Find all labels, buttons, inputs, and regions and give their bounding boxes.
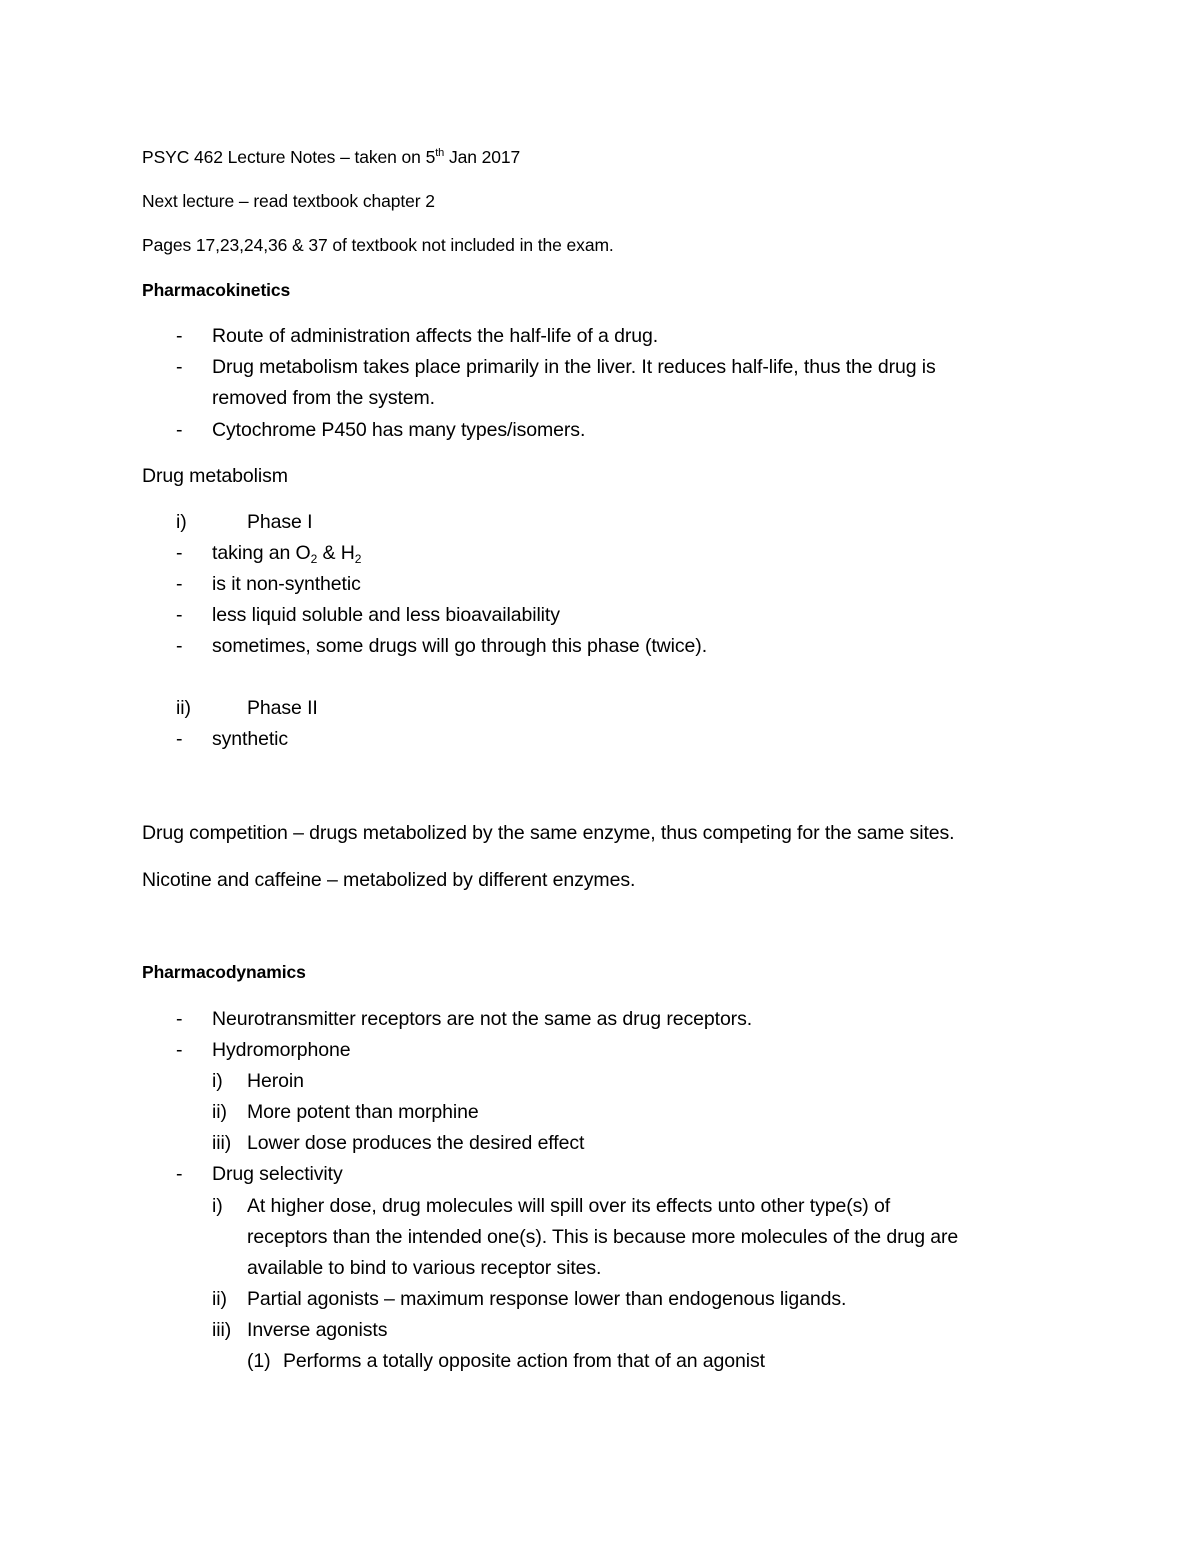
hydro-ii-number: ii) bbox=[212, 1101, 227, 1123]
sel-iii-number: iii) bbox=[212, 1319, 232, 1341]
h2-subscript: 2 bbox=[354, 552, 362, 566]
pk-item-cytochrome: Cytochrome P450 has many types/isomers. bbox=[212, 419, 586, 441]
phase1-number: i) bbox=[176, 511, 187, 533]
bullet-dash: - bbox=[176, 419, 183, 441]
bullet-dash: - bbox=[176, 1039, 183, 1061]
sel-iii-sub-number: (1) bbox=[247, 1350, 271, 1372]
phase2-number: ii) bbox=[176, 697, 191, 719]
title-superscript: th bbox=[435, 147, 445, 159]
phase2-label: Phase II bbox=[247, 697, 318, 719]
o2-h2-prefix: taking an O bbox=[212, 542, 311, 564]
bullet-dash: - bbox=[176, 1163, 183, 1185]
title-prefix: PSYC 462 Lecture Notes – taken on 5 bbox=[142, 147, 436, 167]
hydro-iii-number: iii) bbox=[212, 1132, 232, 1154]
pd-item-hydromorphone: Hydromorphone bbox=[212, 1039, 351, 1061]
sel-ii-number: ii) bbox=[212, 1288, 227, 1310]
pk-item-route: Route of administration affects the half-life of a drug. bbox=[212, 325, 659, 347]
bullet-dash: - bbox=[176, 325, 183, 347]
hydro-i-heroin: Heroin bbox=[247, 1070, 304, 1092]
hydro-i-number: i) bbox=[212, 1070, 223, 1092]
o2-subscript: 2 bbox=[310, 552, 318, 566]
nicotine-caffeine-line: Nicotine and caffeine – metabolized by different enzymes. bbox=[142, 869, 636, 891]
phase2-item-synthetic: synthetic bbox=[212, 728, 289, 750]
o2-h2-mid: & H bbox=[317, 542, 355, 564]
sel-ii-partial-agonists: Partial agonists – maximum response lower than endogenous ligands. bbox=[247, 1288, 847, 1310]
next-lecture-note: Next lecture – read textbook chapter 2 bbox=[142, 191, 435, 211]
phase1-item-non-synthetic: is it non-synthetic bbox=[212, 573, 361, 595]
bullet-dash: - bbox=[176, 356, 183, 378]
bullet-dash: - bbox=[176, 604, 183, 626]
sel-i-number: i) bbox=[212, 1195, 223, 1217]
sel-i-line1: At higher dose, drug molecules will spill over its effects unto other type(s) of bbox=[247, 1195, 891, 1217]
drug-metabolism-heading: Drug metabolism bbox=[142, 465, 288, 487]
sel-i-line2: receptors than the intended one(s). This is because more molecules of the drug are bbox=[247, 1226, 959, 1248]
bullet-dash: - bbox=[176, 635, 183, 657]
sel-iii-inverse-agonists: Inverse agonists bbox=[247, 1319, 388, 1341]
drug-competition-line: Drug competition – drugs metabolized by the same enzyme, thus competing for the same sites. bbox=[142, 822, 955, 844]
phase1-item-o2-h2 bbox=[212, 541, 361, 565]
bullet-dash: - bbox=[176, 573, 183, 595]
excluded-pages-note: Pages 17,23,24,36 & 37 of textbook not included in the exam. bbox=[142, 235, 614, 255]
bullet-dash: - bbox=[176, 728, 183, 750]
bullet-dash: - bbox=[176, 542, 183, 564]
pharmacodynamics-heading: Pharmacodynamics bbox=[142, 962, 306, 982]
pharmacokinetics-heading: Pharmacokinetics bbox=[142, 280, 291, 300]
pd-item-receptors: Neurotransmitter receptors are not the same as drug receptors. bbox=[212, 1008, 753, 1030]
pd-item-selectivity: Drug selectivity bbox=[212, 1163, 343, 1185]
phase1-label: Phase I bbox=[247, 511, 313, 533]
phase1-item-twice: sometimes, some drugs will go through this phase (twice). bbox=[212, 635, 708, 657]
pk-item-metabolism-line1: Drug metabolism takes place primarily in the liver. It reduces half-life, thus the drug is bbox=[212, 356, 936, 378]
hydro-ii-potent: More potent than morphine bbox=[247, 1101, 479, 1123]
sel-i-line3: available to bind to various receptor sites. bbox=[247, 1257, 602, 1279]
pk-item-metabolism-line2: removed from the system. bbox=[212, 387, 436, 409]
page-title bbox=[142, 145, 520, 169]
phase1-item-soluble: less liquid soluble and less bioavailability bbox=[212, 604, 560, 626]
hydro-iii-dose: Lower dose produces the desired effect bbox=[247, 1132, 585, 1154]
bullet-dash: - bbox=[176, 1008, 183, 1030]
sel-iii-sub-opposite-action: Performs a totally opposite action from that of an agonist bbox=[283, 1350, 765, 1372]
title-suffix: Jan 2017 bbox=[444, 147, 521, 167]
